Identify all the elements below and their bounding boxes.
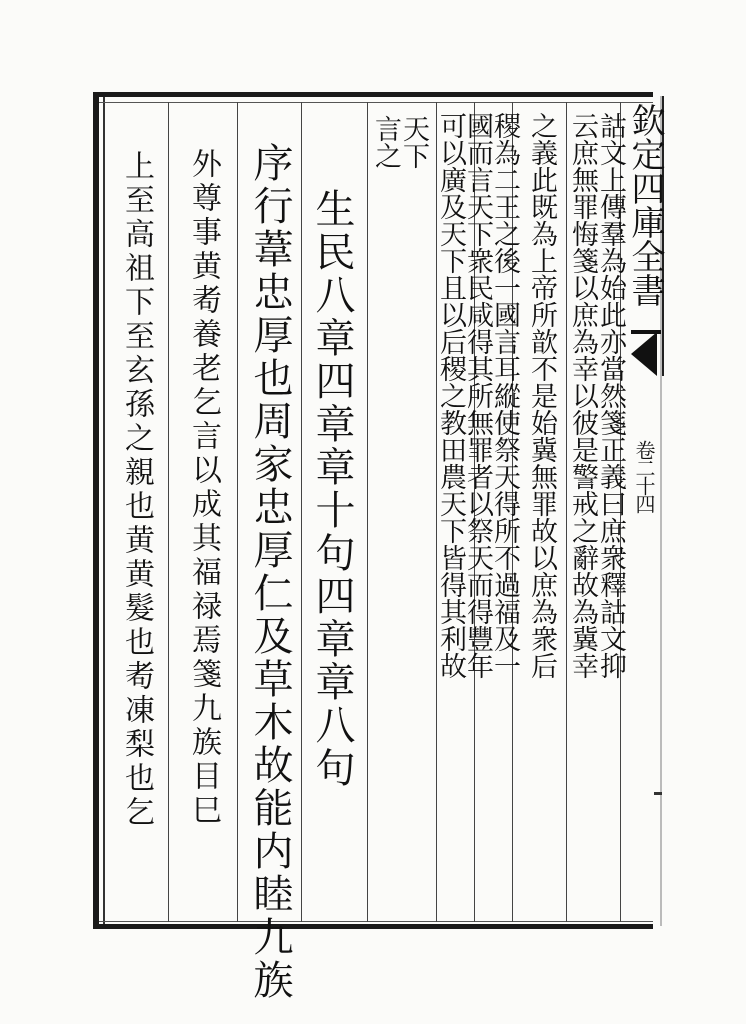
column-rule [301,102,302,922]
text-column: 國而言天下衆民咸得其所無罪者以祭天而得豐年 [462,112,493,679]
text-column: 可以廣及天下且以后稷之教田農天下皆得其利故 [435,112,466,679]
text-column: 稷為二王之後一國言耳縱使祭天得所不過福及一 [489,112,520,679]
volume-label: 卷二十四 [632,440,656,512]
inner-border-bottom [99,921,653,922]
text-column: 上至高祖下至玄孫之親也黄黄髮也耇凍梨也乞 [119,150,154,830]
book-title: 欽定四庫全書 [625,103,665,307]
preface-column: 序行葦忠厚也周家忠厚仁及草木故能内睦九族 [247,142,293,1002]
text-column: 言之 [370,115,401,169]
column-rule [168,102,169,922]
fishtail-icon [631,332,657,376]
text-column: 詁文上傳羣為始此亦當然箋正義曰庶衆釋詁文抑 [595,112,626,679]
edge-mark [654,792,662,795]
inner-border-left [103,97,105,924]
text-column: 之義此既為上帝所歆不是始冀無罪故以庶為衆后 [526,112,557,679]
column-rule [237,102,238,922]
text-column: 外尊事黄耇養老乞言以成其福禄焉箋九族目巳 [186,148,221,828]
inner-border-top [99,102,653,103]
text-column: 天下 [398,115,429,169]
text-column: 云庶無罪悔箋以庶為幸以彼是警戒之辭故為冀幸 [567,112,598,679]
chapter-summary: 生民八章四章章十句四章章八句 [309,188,355,790]
column-rule [367,102,368,922]
